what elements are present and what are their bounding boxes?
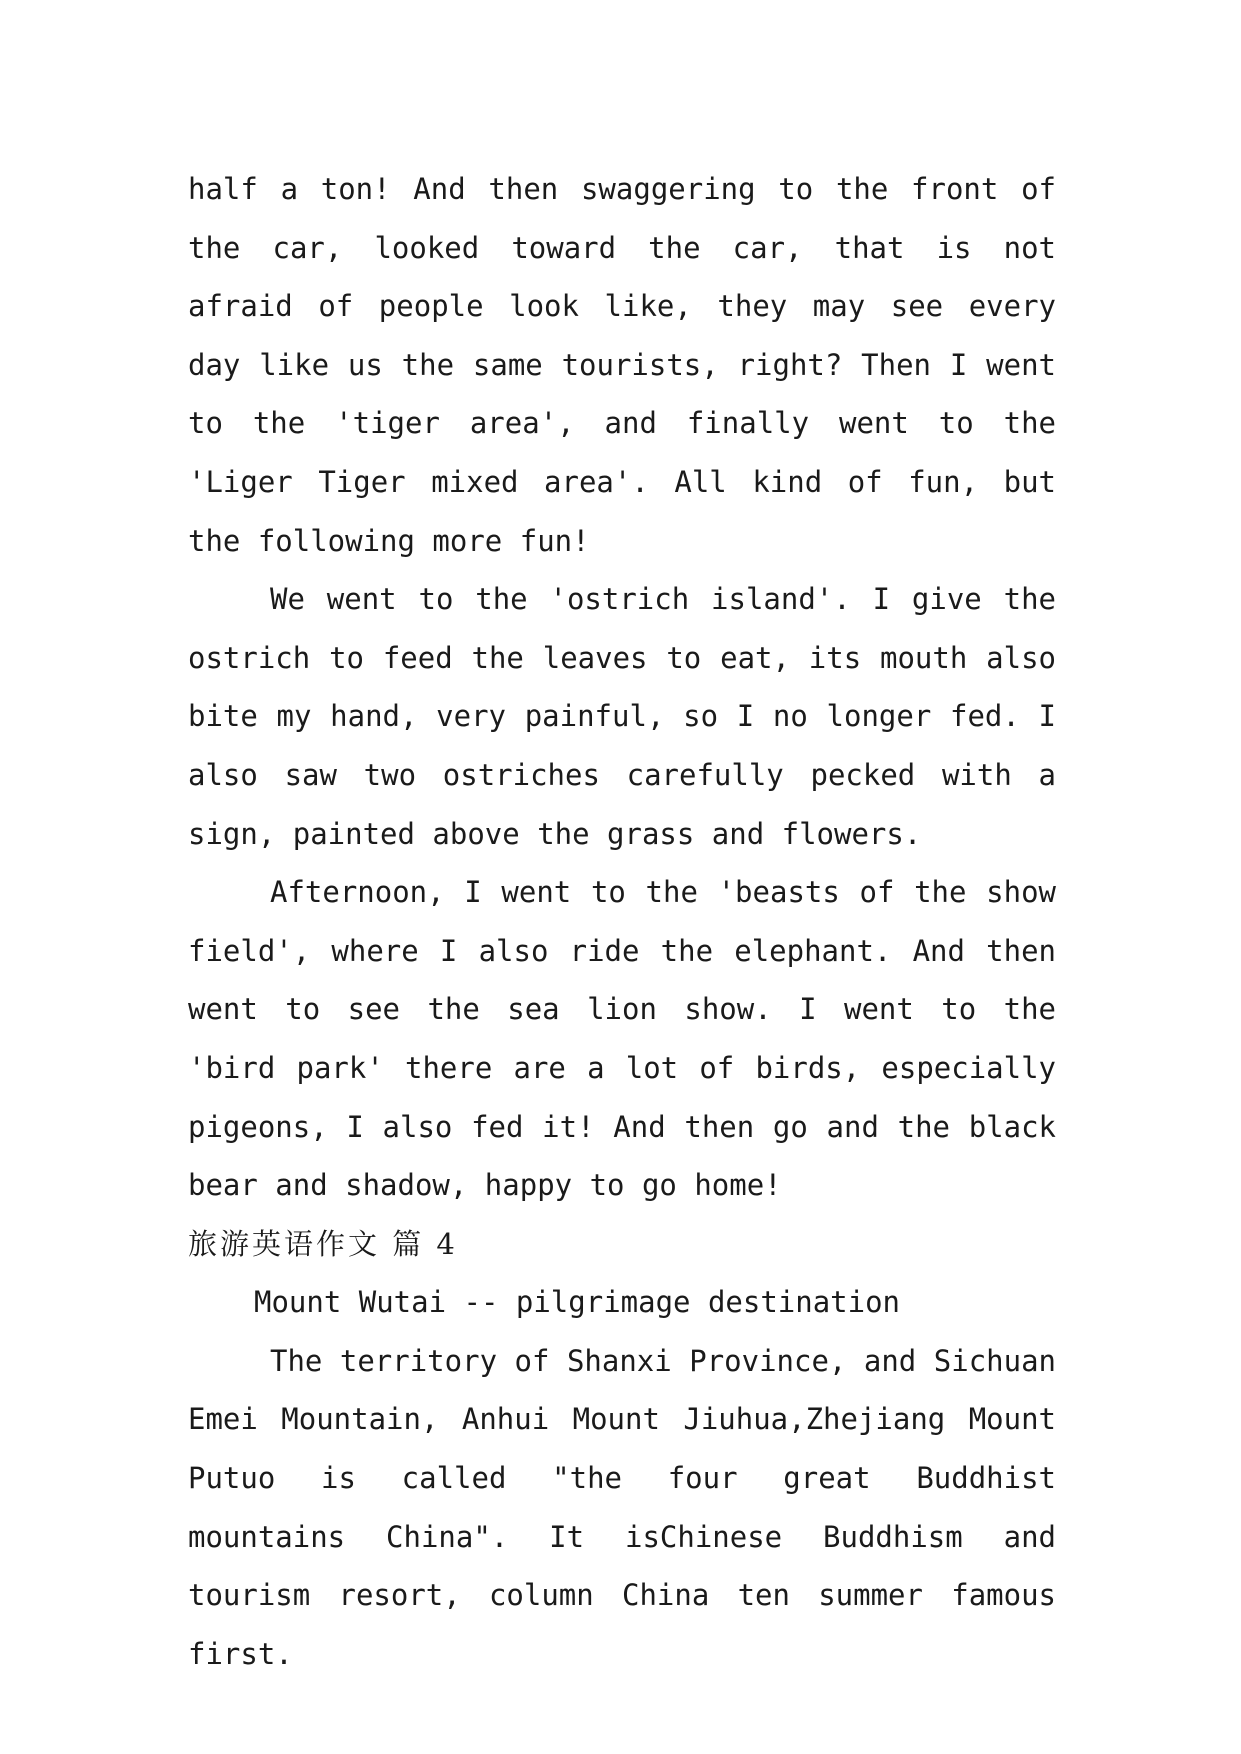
document-body — [188, 160, 1056, 1683]
section-heading: 旅游英语作文 篇 4 — [188, 1226, 458, 1261]
paragraph-mount-wutai: The territory of Shanxi Province, and Sichuan Emei Mountain, Anhui Mount Jiuhua,Zhejiang Mount Putuo is called "the four great Buddhist mountains China". It isChinese Buddhism and tourism resort, column China ten summer famous first. — [188, 1343, 1056, 1671]
paragraph-safari-drive: half a ton! And then swaggering to the front of the car, looked toward the car, that is not afraid of people look like, they may see every day like us the same tourists, right? Then I went to the 'tiger area', and finally went to the 'Liger Tiger mixed area'. All kind of fun, but the following more fun! — [188, 172, 1056, 558]
paragraph-afternoon-show: Afternoon, I went to the 'beasts of the show field', where I also ride the elephant. And then went to see the sea lion show. I went to the 'bird park' there are a lot of birds, especially pigeons, I also fed it! And then go and the black bear and shadow, happy to go home! — [188, 875, 1056, 1203]
essay-subtitle: Mount Wutai -- pilgrimage destination — [254, 1285, 901, 1320]
paragraph-ostrich-island: We went to the 'ostrich island'. I give the ostrich to feed the leaves to eat, its mouth also bite my hand, very painful, so I no longer fed. I also saw two ostriches carefully pecked with a sign, painted above the grass and flowers. — [188, 582, 1056, 851]
